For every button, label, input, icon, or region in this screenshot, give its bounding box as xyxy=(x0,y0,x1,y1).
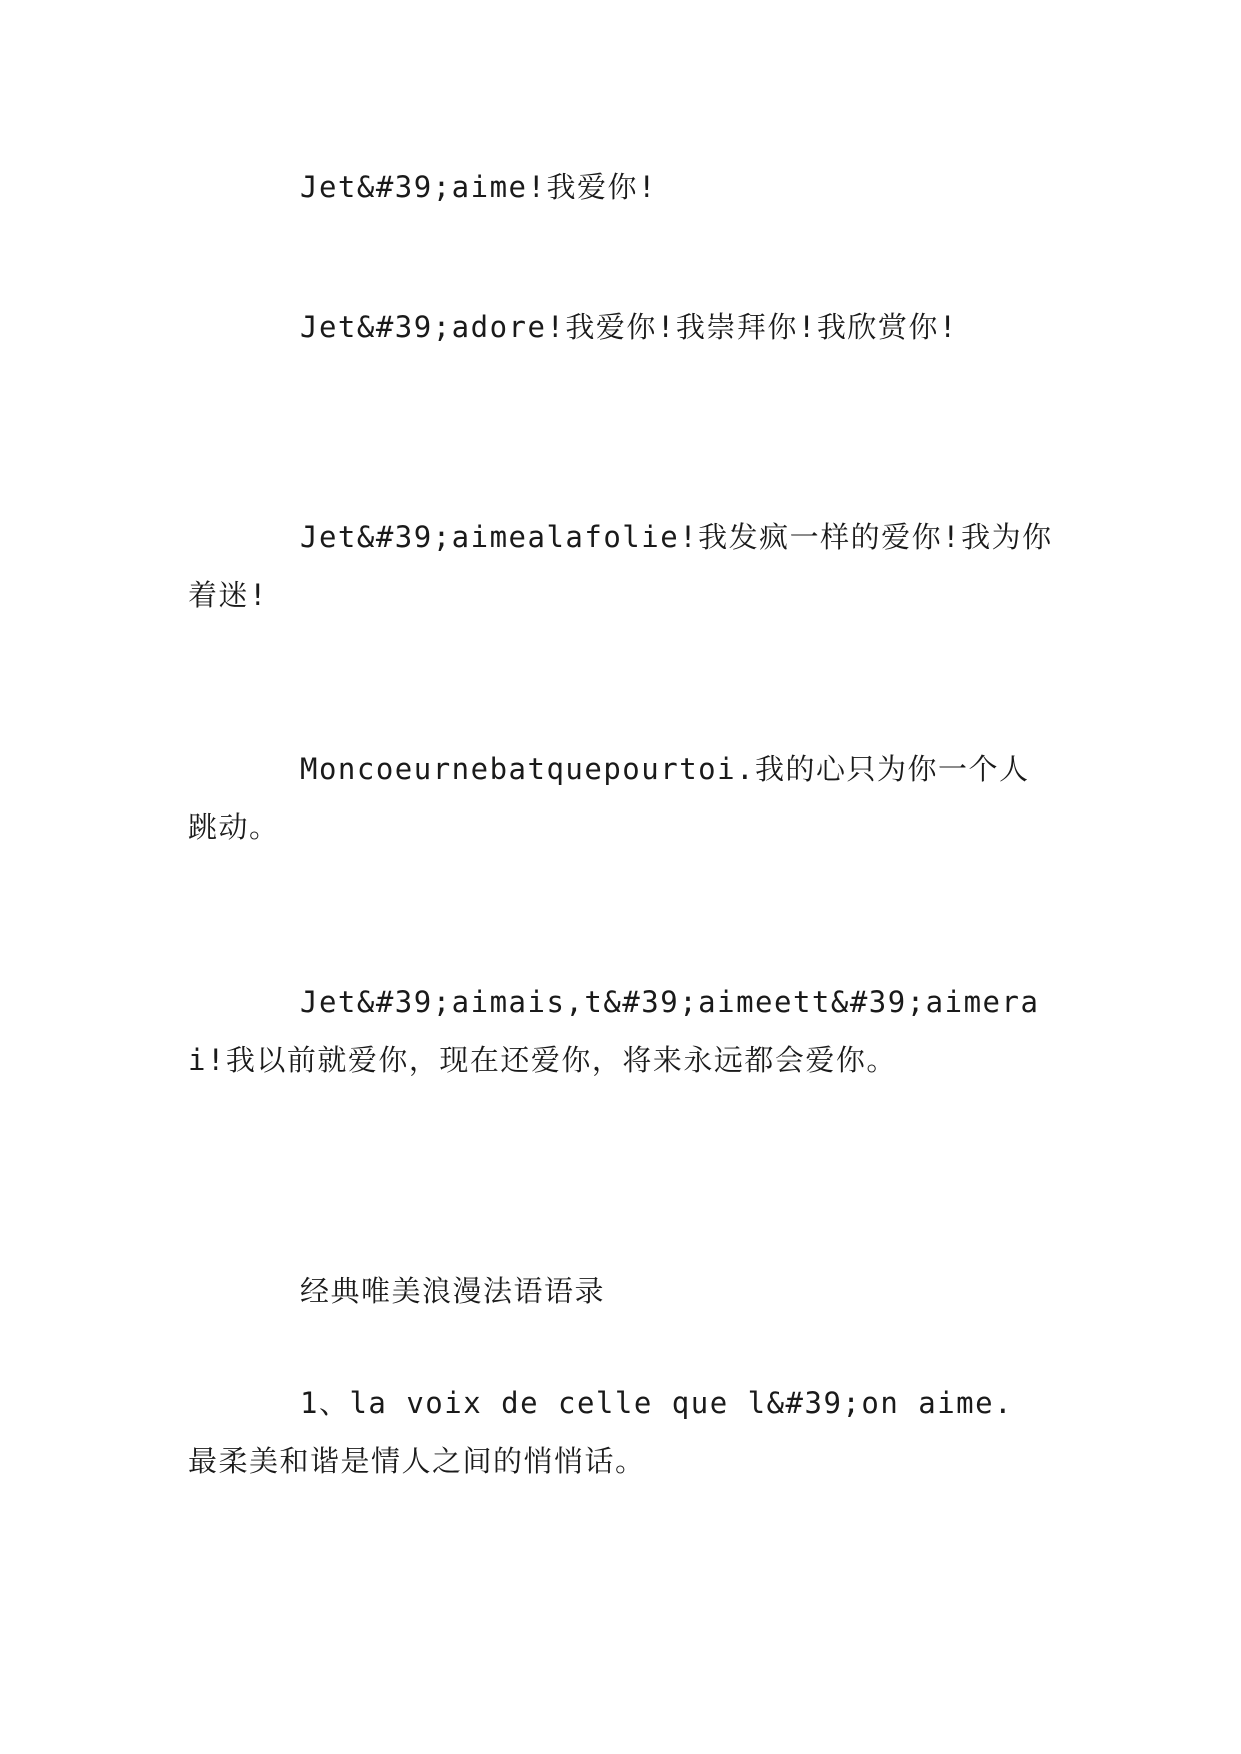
paragraph-1: Jet&#39;aime!我爱你! xyxy=(300,170,657,204)
section-heading: 经典唯美浪漫法语语录 xyxy=(300,1274,606,1308)
paragraph-3: Jet&#39;aimealafolie!我发疯一样的爱你!我为你着迷! xyxy=(188,520,1053,612)
paragraph-4: Moncoeurnebatquepourtoi.我的心只为你一个人跳动。 xyxy=(188,752,1030,844)
paragraph-5: Jet&#39;aimais,t&#39;aimeett&#39;aimerai!我以前就爱你，现在还爱你，将来永远都会爱你。 xyxy=(188,985,1040,1077)
paragraph-2: Jet&#39;adore!我爱你!我崇拜你!我欣赏你! xyxy=(300,310,958,344)
paragraph-6: 1、la voix de celle que l&#39;on aime. 最柔美和谐是情人之间的悄悄话。 xyxy=(188,1386,1014,1478)
